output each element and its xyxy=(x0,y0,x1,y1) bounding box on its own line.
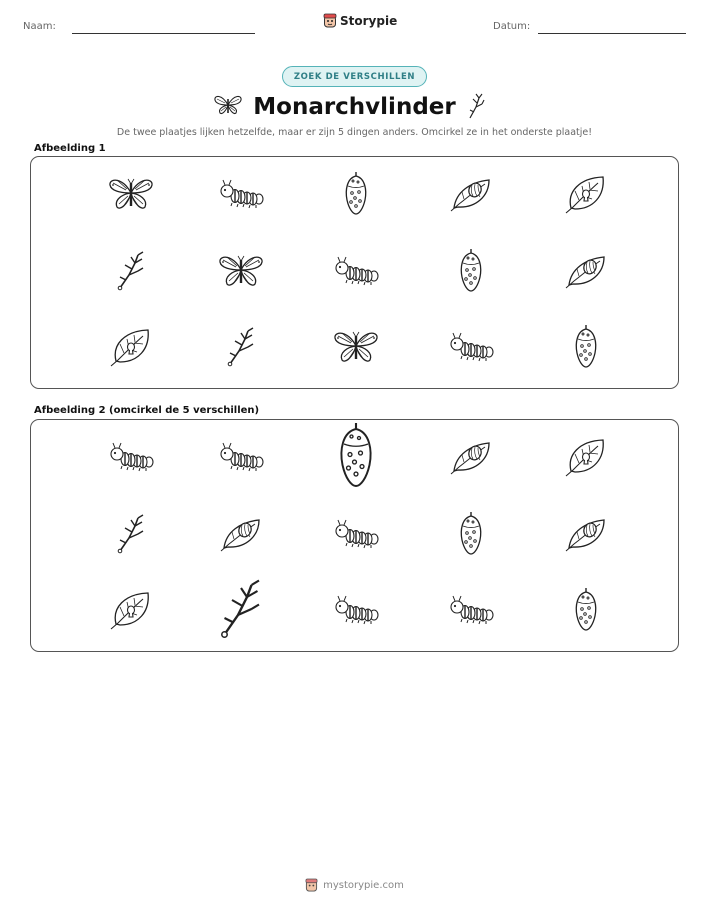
twig-icon xyxy=(219,579,264,645)
picture2-cell-r1-c2[interactable] xyxy=(206,425,276,493)
picture2-cell-r3-c1[interactable] xyxy=(96,578,166,646)
picture1-cell-r2-c2[interactable] xyxy=(206,239,276,307)
picture2-cell-r1-c5[interactable] xyxy=(551,425,621,493)
instructions: De twee plaatjes lijken hetzelfde, maar er zijn 5 dingen anders. Omcirkel ze in het onderste plaatje! xyxy=(116,127,593,138)
butterfly-icon xyxy=(217,253,265,293)
name-line xyxy=(72,33,255,34)
picture2-cell-r2-c4[interactable] xyxy=(436,502,506,570)
picture2-cell-r1-c1[interactable] xyxy=(96,425,166,493)
twig-icon xyxy=(466,92,486,120)
leaf-egg-icon xyxy=(565,516,607,556)
picture1-cell-r1-c2[interactable] xyxy=(206,162,276,230)
picture1-cell-r1-c5[interactable] xyxy=(551,162,621,230)
leaf-icon xyxy=(565,437,607,481)
chrysalis-icon xyxy=(574,588,598,636)
leaf-icon xyxy=(110,590,152,634)
picture1-cell-r3-c1[interactable] xyxy=(96,315,166,383)
caterpillar-icon xyxy=(333,595,379,629)
picture1-cell-r3-c3[interactable] xyxy=(321,315,391,383)
picture1-cell-r1-c1[interactable] xyxy=(96,162,166,230)
picture2-cell-r1-c4[interactable] xyxy=(436,425,506,493)
picture1-cell-r1-c4[interactable] xyxy=(436,162,506,230)
twig-icon xyxy=(226,327,256,371)
picture2-cell-r2-c2[interactable] xyxy=(206,502,276,570)
picture2-label: Afbeelding 2 (omcirkel de 5 verschillen) xyxy=(34,405,260,416)
picture1-cell-r3-c5[interactable] xyxy=(551,315,621,383)
picture2-cell-r2-c5[interactable] xyxy=(551,502,621,570)
title-row xyxy=(0,90,709,126)
leaf-egg-icon xyxy=(220,516,262,556)
chrysalis-icon xyxy=(344,172,368,220)
leaf-egg-icon xyxy=(450,176,492,216)
chrysalis-icon xyxy=(459,249,483,297)
leaf-egg-icon xyxy=(565,253,607,293)
picture1-panel xyxy=(30,156,679,389)
picture1-cell-r2-c1[interactable] xyxy=(96,239,166,307)
picture1-cell-r3-c4[interactable] xyxy=(436,315,506,383)
caterpillar-icon xyxy=(333,519,379,553)
leaf-icon xyxy=(110,327,152,371)
storypie-mascot-icon xyxy=(305,878,318,893)
chrysalis-icon xyxy=(459,512,483,560)
footer-site: mystorypie.com xyxy=(323,880,404,891)
chrysalis-icon xyxy=(574,325,598,373)
picture1-cell-r2-c4[interactable] xyxy=(436,239,506,307)
picture2-cell-r3-c3[interactable] xyxy=(321,578,391,646)
storypie-mascot-icon xyxy=(323,13,337,29)
twig-icon xyxy=(116,514,146,558)
picture2-panel xyxy=(30,419,679,652)
picture2-cell-r1-c3[interactable] xyxy=(321,425,391,493)
picture1-label: Afbeelding 1 xyxy=(34,143,106,154)
caterpillar-icon xyxy=(448,595,494,629)
leaf-egg-icon xyxy=(450,439,492,479)
worksheet-header xyxy=(0,0,709,50)
brand-name: Storypie xyxy=(340,14,398,28)
picture2-cell-r3-c2[interactable] xyxy=(206,578,276,646)
picture2-cell-r3-c4[interactable] xyxy=(436,578,506,646)
caterpillar-icon xyxy=(448,332,494,366)
footer xyxy=(0,878,709,893)
date-line xyxy=(538,33,686,34)
caterpillar-icon xyxy=(108,442,154,476)
worksheet-title: Monarchvlinder xyxy=(253,94,456,120)
picture2-cell-r2-c3[interactable] xyxy=(321,502,391,570)
picture2-cell-r2-c1[interactable] xyxy=(96,502,166,570)
picture1-cell-r2-c3[interactable] xyxy=(321,239,391,307)
chrysalis-icon xyxy=(338,423,374,495)
picture1-cell-r1-c3[interactable] xyxy=(321,162,391,230)
activity-badge: ZOEK DE VERSCHILLEN xyxy=(282,66,427,87)
name-label: Naam: xyxy=(23,21,56,32)
date-label: Datum: xyxy=(493,21,531,32)
caterpillar-icon xyxy=(218,442,264,476)
butterfly-icon xyxy=(332,329,380,369)
caterpillar-icon xyxy=(333,256,379,290)
twig-icon xyxy=(116,251,146,295)
picture1-cell-r3-c2[interactable] xyxy=(206,315,276,383)
brand-logo xyxy=(323,13,397,29)
butterfly-icon xyxy=(107,176,155,216)
leaf-icon xyxy=(565,174,607,218)
picture2-cell-r3-c5[interactable] xyxy=(551,578,621,646)
caterpillar-icon xyxy=(218,179,264,213)
picture1-cell-r2-c5[interactable] xyxy=(551,239,621,307)
